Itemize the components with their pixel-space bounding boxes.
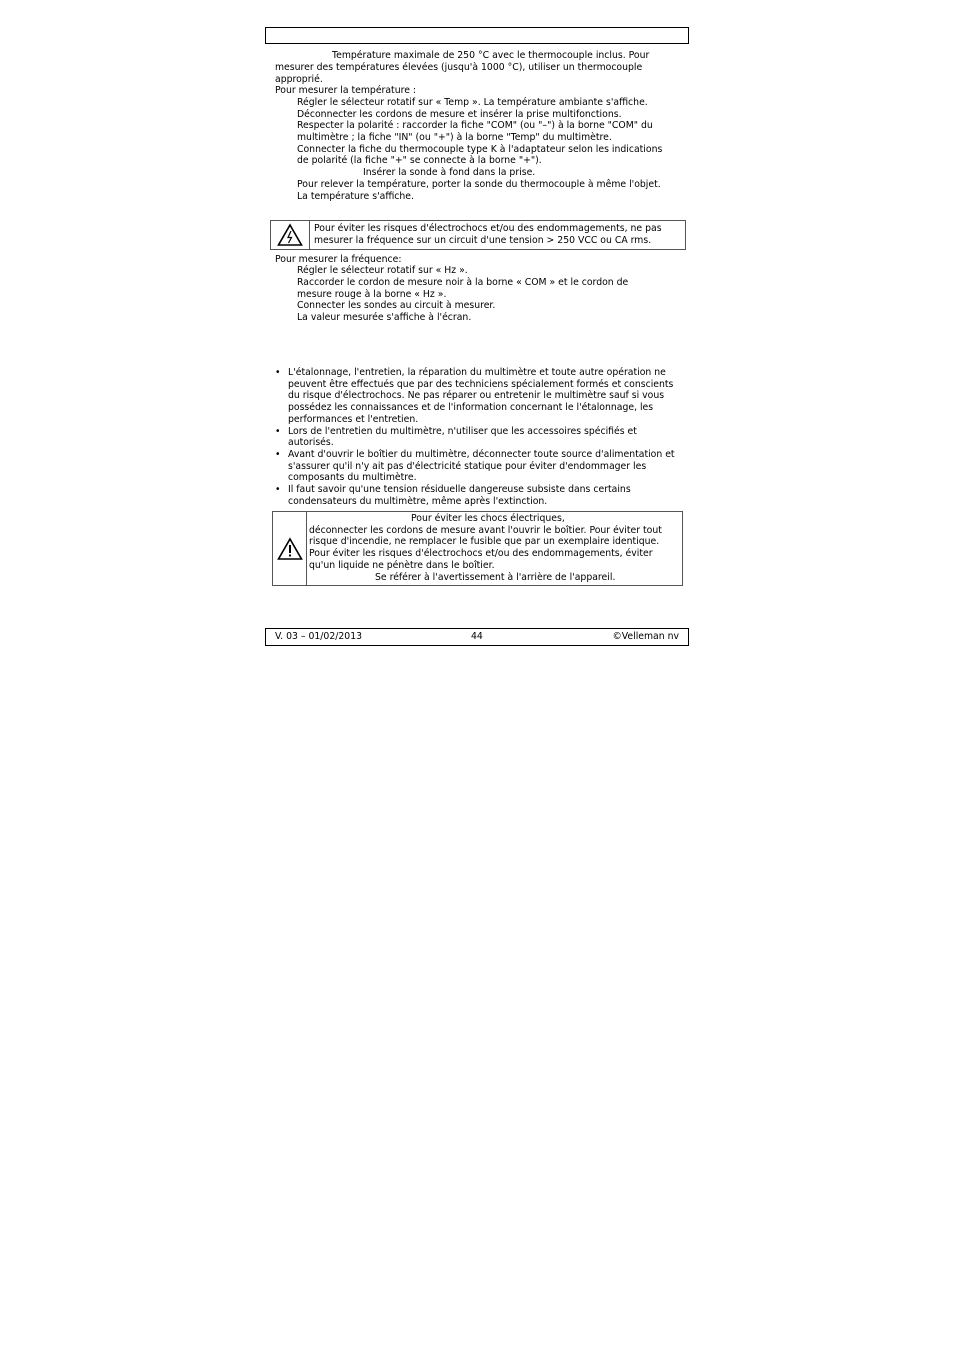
electric-shock-warning-icon: [271, 221, 310, 249]
warning-text: déconnecter les cordons de mesure avant l'ouvrir le boîtier. Pour éviter tout: [309, 524, 662, 536]
temperature-step: Pour relever la température, porter la sonde du thermocouple à même l'objet.: [297, 179, 661, 190]
list-item: • Il faut savoir qu'une tension résiduelle dangereuse subsiste dans certains condensateurs du multimètre, même après l'extinction.: [274, 484, 684, 507]
intro-line: approprié.: [275, 74, 323, 85]
temperature-step: Régler le sélecteur rotatif sur « Temp ». La température ambiante s'affiche.: [297, 97, 648, 108]
warning-text: qu'un liquide ne pénètre dans le boîtier.: [309, 559, 495, 571]
temperature-step: Respecter la polarité : raccorder la fiche "COM" (ou "–") à la borne "COM" du: [297, 120, 653, 131]
temperature-step: Déconnecter les cordons de mesure et insérer la prise multifonctions.: [297, 109, 622, 120]
footer-version: V. 03 – 01/02/2013: [275, 631, 363, 642]
frequency-step: mesure rouge à la borne « Hz ».: [297, 289, 447, 300]
warning-text: mesurer la fréquence sur un circuit d'une tension > 250 VCC ou CA rms.: [314, 234, 652, 246]
frequency-step: Régler le sélecteur rotatif sur « Hz ».: [297, 265, 468, 276]
temperature-step: Insérer la sonde à fond dans la prise.: [363, 167, 536, 178]
intro-line: Température maximale de 250 °C avec le thermocouple inclus. Pour: [332, 50, 650, 61]
warning-text: risque d'incendie, ne remplacer le fusible que par un exemplaire identique.: [309, 536, 660, 548]
maintenance-list: [274, 367, 684, 507]
frequency-step: La valeur mesurée s'affiche à l'écran.: [297, 312, 472, 323]
temperature-heading: Pour mesurer la température :: [275, 85, 417, 96]
warning-text: Pour éviter les chocs électriques,: [411, 513, 565, 524]
temperature-step: de polarité (la fiche "+" se connecte à la borne "+").: [297, 155, 542, 166]
temperature-step: La température s'affiche.: [297, 191, 414, 202]
list-item: • Avant d'ouvrir le boîtier du multimètre, déconnecter toute source d'alimentation et s'assurer qu'il n'y ait pas d'électricité statique pour éviter d'endommager les composants du multimètre.: [274, 449, 684, 484]
warning-text: Pour éviter les risques d'électrochocs et/ou des endommagements, éviter: [309, 548, 653, 560]
footer-copyright: ©Velleman nv: [612, 631, 679, 642]
warning-text: Se référer à l'avertissement à l'arrière de l'appareil.: [375, 571, 616, 583]
warning-text: Pour éviter les risques d'électrochocs et/ou des endommagements, ne pas: [314, 223, 662, 234]
page-footer: [265, 628, 689, 646]
temperature-step: Connecter la fiche du thermocouple type K à l'adaptateur selon les indications: [297, 144, 663, 155]
general-warning-icon: [273, 512, 307, 585]
frequency-step: Raccorder le cordon de mesure noir à la borne « COM » et le cordon de: [297, 277, 629, 288]
list-item: • L'étalonnage, l'entretien, la réparation du multimètre et toute autre opération ne peuvent être effectués que par des techniciens spécialement formés et conscients du risque d'électrochocs. Ne pas réparer ou entretenir le multimètre sauf si vous possédez les connaissances et de l'information concernant le l'étalonnage, les performances et l'entretien.: [274, 367, 684, 426]
frequency-warning-box: [270, 220, 686, 250]
frequency-heading: Pour mesurer la fréquence:: [275, 254, 402, 265]
footer-page-number: 44: [471, 631, 483, 642]
page-header-box: [265, 27, 689, 44]
frequency-step: Connecter les sondes au circuit à mesurer.: [297, 300, 496, 311]
temperature-step: multimètre ; la fiche "IN" (ou "+") à la borne "Temp" du multimètre.: [297, 132, 612, 143]
maintenance-warning-box: [272, 511, 683, 586]
list-item: • Lors de l'entretien du multimètre, n'utiliser que les accessoires spécifiés et autorisés.: [274, 426, 684, 449]
intro-line: mesurer des températures élevées (jusqu'à 1000 °C), utiliser un thermocouple: [275, 62, 643, 73]
